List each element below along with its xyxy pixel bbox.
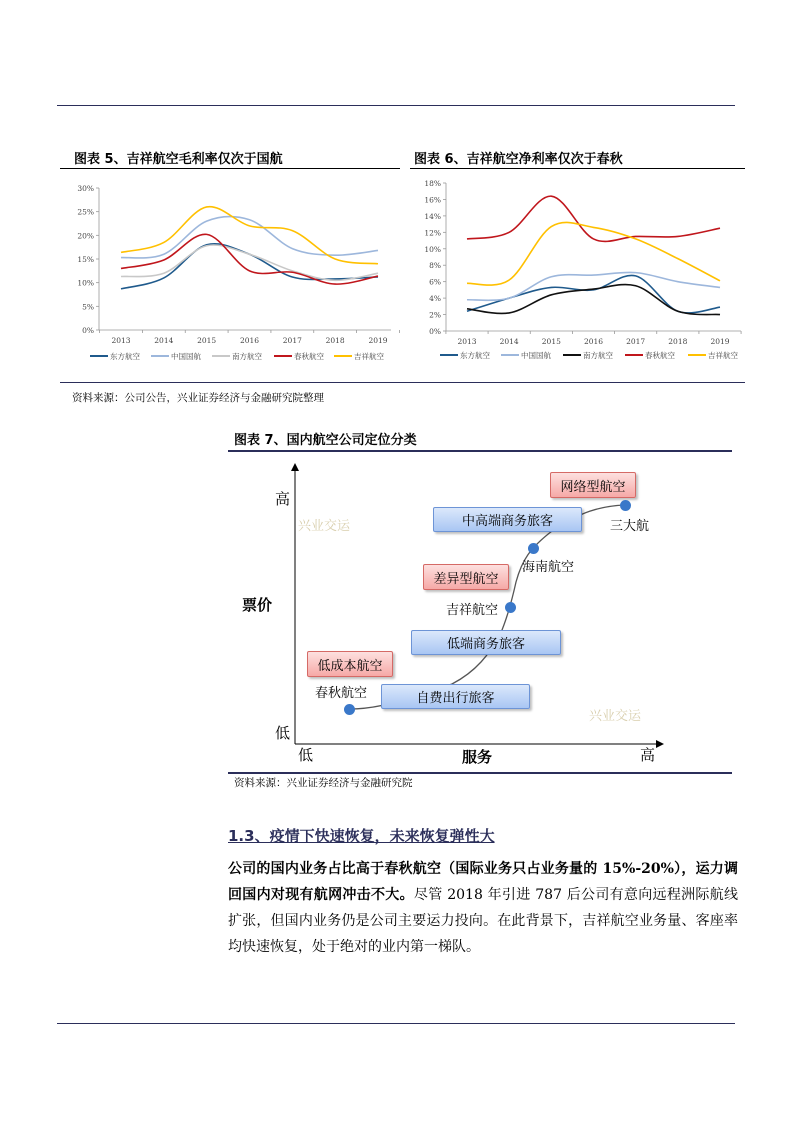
legend-label: 中国国航 [521,351,551,360]
legend-label: 东方航空 [110,352,140,361]
y-tick-label: 0% [82,326,94,335]
y-tick-label: 10% [424,244,441,254]
y-tick-label: 15% [77,255,94,264]
segment-low-business: 低端商务旅客 [411,630,561,655]
x-tick-label: 2013 [457,337,477,346]
y-tick-label: 10% [77,278,94,288]
legend-label: 南方航空 [583,351,613,360]
watermark: 兴业交运 [589,709,642,724]
segment-self-paid: 自费出行旅客 [381,684,530,709]
section-paragraph [228,856,738,960]
x-tick-label: 2016 [583,337,604,346]
section-heading: 1.3、疫情下快速恢复，未来恢复弹性大 [228,827,495,845]
label-hainan: 海南航空 [522,560,575,575]
segment-mid-high-business: 中高端商务旅客 [433,507,582,532]
x-tick-label: 2014 [499,337,519,346]
fig5-title: 图表 5、吉祥航空毛利率仅次于国航 [74,152,283,167]
marker-hainan [528,543,539,554]
legend-label: 南方航空 [232,352,262,361]
y-tick-label: 2% [429,310,441,320]
y-tick-label: 0% [429,327,441,336]
x-axis-arrow-icon [656,740,664,748]
legend-label: 春秋航空 [645,351,675,360]
y-axis-label: 票价 [242,596,273,614]
legend-label: 吉祥航空 [708,351,738,360]
y-tick-label: 8% [429,261,441,271]
label-spring: 春秋航空 [315,686,368,701]
footer-rule [57,1023,735,1024]
y-high-label: 高 [275,490,291,508]
charts-source: 资料来源：公司公告，兴业证券经济与金融研究院整理 [72,392,324,404]
legend-label: 中国国航 [171,352,201,361]
paragraph-bold-lead: 公司的国内业务占比高于春秋航空（国际业务只占业务量的 15%-20%），运力调回国内对现有航网冲击不大。 [228,861,738,903]
category-network-airline: 网络型航空 [550,472,636,498]
x-tick-label: 2013 [111,336,131,345]
x-tick-label: 2018 [325,336,345,345]
x-tick-label: 2017 [282,336,302,345]
x-low-label: 低 [298,746,314,764]
fig7-source: 资料来源：兴业证券经济与金融研究院 [234,777,413,789]
x-tick-label: 2015 [197,336,217,345]
y-tick-label: 30% [77,184,94,193]
y-tick-label: 25% [77,207,94,217]
x-high-label: 高 [640,746,656,764]
y-axis-arrow-icon [291,463,299,471]
y-tick-label: 20% [77,231,94,241]
y-low-label: 低 [275,724,291,742]
x-tick-label: 2017 [626,337,646,346]
label-juneyao: 吉祥航空 [446,603,499,618]
x-tick-label: 2018 [668,337,688,346]
label-big-three: 三大航 [610,519,650,534]
fig7-title: 图表 7、国内航空公司定位分类 [234,433,417,448]
x-tick-label: 2016 [239,336,260,345]
y-tick-label: 4% [429,294,441,304]
x-tick-label: 2015 [541,337,561,346]
watermark: 兴业交运 [298,519,351,534]
x-tick-label: 2014 [154,336,174,345]
x-tick-label: 2019 [710,337,730,346]
marker-spring [344,704,355,715]
legend-label: 春秋航空 [294,352,324,361]
y-tick-label: 12% [424,228,441,238]
marker-big-three [620,500,631,511]
fig6-title: 图表 6、吉祥航空净利率仅次于春秋 [414,152,623,167]
y-tick-label: 16% [424,195,441,205]
category-low-cost-airline: 低成本航空 [307,651,393,677]
y-tick-label: 6% [429,277,441,287]
y-tick-label: 5% [82,302,94,312]
category-differentiated-airline: 差异型航空 [423,564,509,590]
fig7-bottom-rule [228,772,732,774]
y-tick-label: 14% [424,211,441,221]
marker-juneyao [505,602,516,613]
x-axis-label: 服务 [462,748,493,766]
legend-label: 东方航空 [460,351,490,360]
x-tick-label: 2019 [368,336,388,345]
paragraph-body: 尽管 2018 年引进 787 后公司有意向远程洲际航线扩张，但国内业务仍是公司主要运力投向。在此背景下，吉祥航空业务量、客座率均快速恢复，处于绝对的业内第一梯队。 [228,887,739,955]
legend-label: 吉祥航空 [354,352,384,361]
y-tick-label: 18% [424,179,441,188]
